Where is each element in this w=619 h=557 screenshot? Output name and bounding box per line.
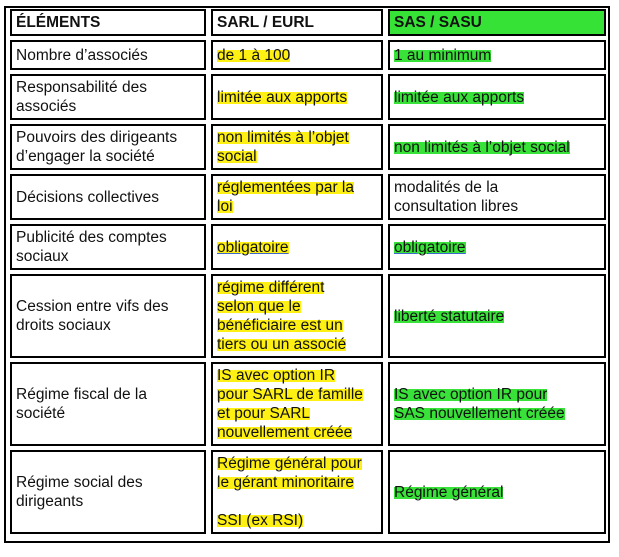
sas-cell — [388, 274, 606, 358]
sarl-value: Régime général pour le gérant minoritaire — [217, 455, 362, 491]
sas-value: 1 au minimum — [394, 46, 492, 64]
sas-cell — [388, 74, 606, 120]
sarl-cell — [211, 174, 383, 220]
sas-value: Régime général — [394, 483, 504, 501]
header-sas-sasu: SAS / SASU — [388, 9, 606, 36]
row-label-cell — [10, 450, 206, 534]
row-label: Pouvoirs des dirigeants d’engager la société — [16, 129, 178, 165]
table-header-row — [10, 9, 606, 36]
sarl-value: régime différent selon que le bénéficiaire est un tiers ou un associé — [217, 279, 347, 353]
comparison-table — [5, 5, 611, 538]
table-row — [10, 74, 606, 120]
row-label: Régime social des dirigeants — [16, 474, 143, 510]
table-row — [10, 274, 606, 358]
row-label-cell — [10, 40, 206, 70]
sarl-cell — [211, 274, 383, 358]
row-label: Responsabilité des associés — [16, 79, 147, 115]
table-row — [10, 450, 606, 534]
table-row — [10, 362, 606, 446]
sarl-cell — [211, 74, 383, 120]
row-label: Nombre d’associés — [16, 46, 148, 64]
header-elements: ÉLÉMENTS — [10, 9, 206, 36]
row-label: Décisions collectives — [16, 188, 159, 206]
sas-value: modalités de la consultation libres — [394, 179, 519, 215]
sarl-cell — [211, 124, 383, 170]
row-label: Régime fiscal de la société — [16, 386, 147, 422]
table-row — [10, 40, 606, 70]
sas-cell — [388, 40, 606, 70]
row-label-cell — [10, 224, 206, 270]
sarl-value: de 1 à 100 — [217, 46, 291, 64]
sas-cell — [388, 174, 606, 220]
row-label: Publicité des comptes sociaux — [16, 229, 167, 265]
sarl-value: non limités à l’objet social — [217, 129, 349, 165]
table-row — [10, 224, 606, 270]
row-label: Cession entre vifs des droits sociaux — [16, 298, 169, 334]
row-label-cell — [10, 124, 206, 170]
sas-value: non limités à l’objet social — [394, 138, 570, 156]
sarl-cell — [211, 362, 383, 446]
header-sarl-eurl: SARL / EURL — [211, 9, 383, 36]
table-row — [10, 124, 606, 170]
sas-value: liberté statutaire — [394, 307, 505, 325]
sarl-value: limitée aux apports — [217, 88, 348, 106]
sarl-value: obligatoire — [217, 238, 289, 256]
row-label-cell — [10, 362, 206, 446]
row-label-cell — [10, 274, 206, 358]
sas-cell — [388, 362, 606, 446]
sarl-value-secondary: SSI (ex RSI) — [217, 512, 304, 529]
sas-cell — [388, 124, 606, 170]
row-label-cell — [10, 174, 206, 220]
sas-value: obligatoire — [394, 238, 466, 256]
sas-value: limitée aux apports — [394, 88, 525, 106]
sas-value: IS avec option IR pour SAS nouvellement créée — [394, 386, 565, 422]
sas-cell — [388, 450, 606, 534]
sarl-value: IS avec option IR pour SARL de famille et pour SARL nouvellement créée — [217, 367, 363, 441]
sas-cell — [388, 224, 606, 270]
sarl-cell — [211, 224, 383, 270]
sarl-value: réglementées par la loi — [217, 179, 354, 215]
sarl-cell — [211, 40, 383, 70]
table-row — [10, 174, 606, 220]
sarl-cell — [211, 450, 383, 534]
row-label-cell — [10, 74, 206, 120]
